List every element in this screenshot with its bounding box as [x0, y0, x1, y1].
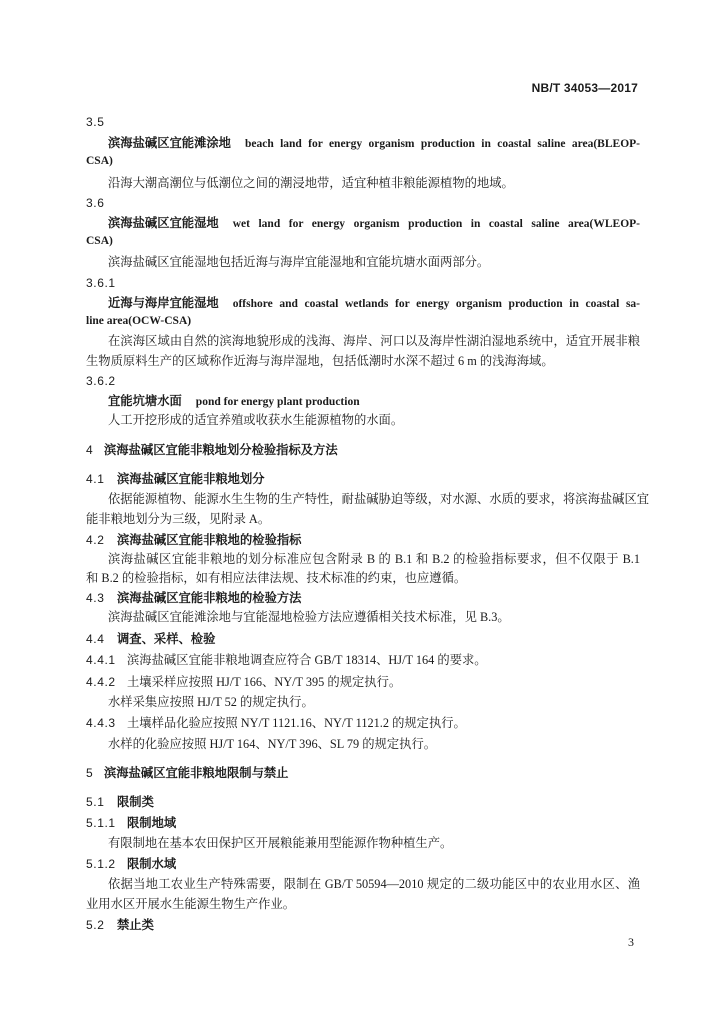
- clause-line: [86, 652, 487, 668]
- clause-number: 3.5: [86, 115, 105, 129]
- term-chinese: 滨海盐碱区宜能滩涂地: [108, 136, 231, 150]
- clause-title: 限制水域: [127, 857, 177, 871]
- clause-text-line: 水样采集应按照 HJ/T 52 的规定执行。: [108, 695, 314, 709]
- definition-line: 沿海大潮高潮位与低潮位之间的潮浸地带，适宜种植非粮能源植物的地域。: [108, 176, 514, 190]
- subsection-heading: [86, 590, 301, 606]
- clause-number: 4.4.3: [86, 716, 116, 730]
- subsection-number: 4.2: [86, 533, 105, 547]
- definition-line: 滨海盐碱区宜能湿地包括近海与海岸宜能湿地和宜能坑塘水面两部分。: [108, 255, 490, 269]
- paragraph-line: 业用水区开展水生能源生物生产作业。: [86, 897, 296, 911]
- subsection-heading: [86, 471, 265, 487]
- term-english: pond for energy plant production: [195, 396, 360, 408]
- clause-number: 4.4.1: [86, 653, 116, 667]
- term-chinese: 滨海盐碱区宜能湿地: [108, 216, 219, 230]
- clause-line: [86, 715, 466, 731]
- section-number: 4: [86, 443, 94, 457]
- clause-line: [86, 674, 401, 690]
- subsection-heading: [86, 794, 154, 810]
- term-chinese: 近海与海岸宜能湿地: [108, 296, 219, 310]
- section-number: 5: [86, 766, 94, 780]
- term-line: [108, 295, 640, 312]
- term-line: [108, 215, 640, 232]
- term-english-continued: CSA): [86, 155, 113, 167]
- term-chinese: 宜能坑塘水面: [108, 394, 182, 408]
- term-line: [108, 135, 640, 152]
- term-english: beach land for energy organism production in coastal saline area(BLEOP-: [244, 138, 640, 150]
- subsection-number: 4.1: [86, 472, 105, 486]
- subsection-title: 禁止类: [117, 918, 154, 932]
- subsection-heading: [86, 917, 154, 933]
- section-title: 滨海盐碱区宜能非粮地限制与禁止: [104, 766, 289, 780]
- standard-code: NB/T 34053—2017: [531, 81, 638, 95]
- term-line: [108, 393, 360, 410]
- section-title: 滨海盐碱区宜能非粮地划分检验指标及方法: [104, 443, 338, 457]
- clause-number: 4.4.2: [86, 675, 116, 689]
- clause-number: 3.6.1: [86, 276, 116, 290]
- term-english: offshore and coastal wetlands for energy organism production in coastal sa-: [232, 298, 640, 310]
- definition-line: 生物质原料生产的区域称作近海与海岸湿地，包括低潮时水深不超过 6 m 的浅海海域。: [86, 354, 554, 368]
- clause-text: 土壤采样应按照 HJ/T 166、NY/T 395 的规定执行。: [127, 675, 402, 689]
- definition-line: 人工开挖形成的适宜养殖或收获水生能源植物的水面。: [108, 413, 404, 427]
- clause-number: 3.6.2: [86, 374, 116, 388]
- term-english-continued: CSA): [86, 235, 113, 247]
- page-number: 3: [628, 935, 634, 949]
- clause-text: 滨海盐碱区宜能非粮地调查应符合 GB/T 18314、HJ/T 164 的要求。: [127, 653, 487, 667]
- paragraph-line: 依据能源植物、能源水生生物的生产特性，耐盐碱胁迫等级，对水源、水质的要求，将滨海盐碱区宜: [108, 492, 650, 506]
- section-heading: [86, 765, 288, 781]
- clause-text: 土壤样品化验应按照 NY/T 1121.16、NY/T 1121.2 的规定执行。: [127, 716, 466, 730]
- clause-number: 5.1.2: [86, 857, 116, 871]
- clause-number: 3.6: [86, 196, 105, 210]
- definition-line: 在滨海区域由自然的滨海地貌形成的浅海、海岸、河口以及海岸性湖泊湿地系统中，适宜开展非粮: [108, 334, 640, 348]
- clause-title: 限制地域: [127, 816, 177, 830]
- subsection-title: 滨海盐碱区宜能非粮地的检验指标: [117, 533, 302, 547]
- paragraph-line: 依据当地工农业生产特殊需要，限制在 GB/T 50594—2010 规定的二级功能区中的农业用水区、渔: [108, 877, 640, 891]
- clause-text-line: 水样的化验应按照 HJ/T 164、NY/T 396、SL 79 的规定执行。: [108, 737, 437, 751]
- subsection-title: 滨海盐碱区宜能非粮地的检验方法: [117, 591, 302, 605]
- section-heading: [86, 442, 338, 458]
- term-english: wet land for energy organism production in coastal saline area(WLEOP-: [232, 218, 640, 230]
- paragraph-line: 滨海盐碱区宜能非粮地的划分标准应包含附录 B 的 B.1 和 B.2 的检验指标要求，但不仅限于 B.1: [108, 552, 640, 566]
- subsection-number: 5.2: [86, 918, 105, 932]
- subsection-title: 限制类: [117, 795, 154, 809]
- subsection-title: 调查、采样、检验: [117, 632, 216, 646]
- paragraph-line: 和 B.2 的检验指标，如有相应法律法规、技术标准的约束，也应遵循。: [86, 571, 467, 585]
- clause-heading: [86, 815, 176, 831]
- subsection-heading: [86, 532, 301, 548]
- paragraph-line: 能非粮地划分为三级，见附录 A。: [86, 512, 271, 526]
- clause-number: 5.1.1: [86, 816, 116, 830]
- term-english-continued: line area(OCW-CSA): [86, 315, 192, 327]
- clause-heading: [86, 856, 176, 872]
- paragraph-line: 滨海盐碱区宜能滩涂地与宜能湿地检验方法应遵循相关技术标准，见 B.3。: [108, 610, 510, 624]
- subsection-title: 滨海盐碱区宜能非粮地划分: [117, 472, 265, 486]
- subsection-number: 4.3: [86, 591, 105, 605]
- subsection-number: 4.4: [86, 632, 105, 646]
- paragraph-line: 有限制地在基本农田保护区开展粮能兼用型能源作物种植生产。: [108, 836, 453, 850]
- subsection-number: 5.1: [86, 795, 105, 809]
- subsection-heading: [86, 631, 215, 647]
